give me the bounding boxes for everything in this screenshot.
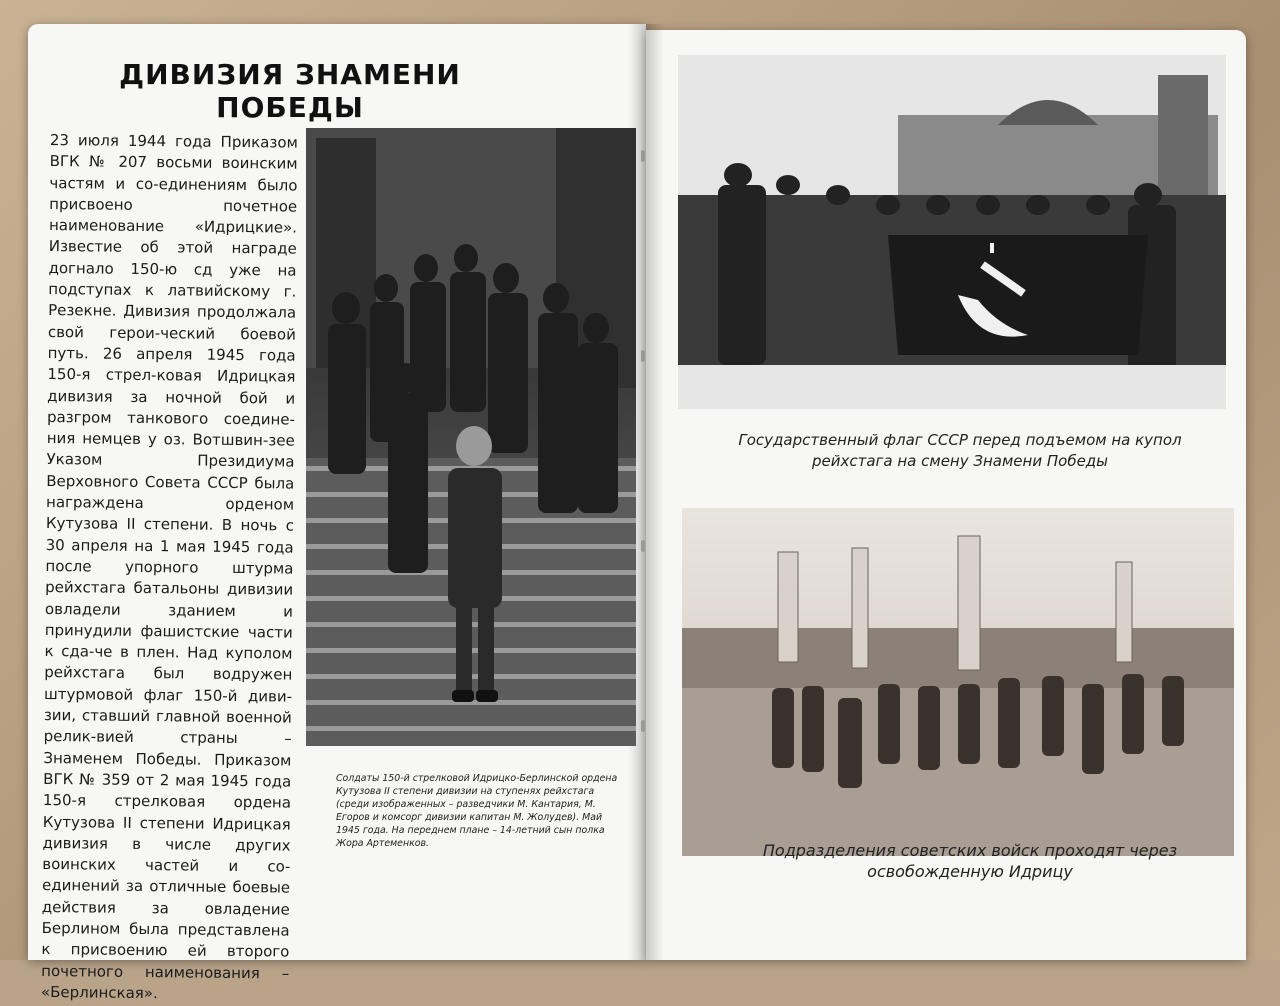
- binding-stitch: [641, 150, 645, 162]
- binding-stitch: [641, 350, 645, 362]
- binding-stitch: [641, 720, 645, 732]
- bottom-photo-caption: Подразделения советских войск проходят через освобожденную Идрицу: [762, 841, 1178, 881]
- left-photo-caption: Солдаты 150-й стрелковой Идрицко-Берлинской ордена Кутузова II степени дивизии на ступенях рейхстага (среди изображенных – разведчики М. Кантария, М. Егоров и комсорг дивизии капитан М. Жолудев). Май 1945 года. На переднем плане – 14-летний сын полка Жора Артеменков.: [336, 773, 618, 849]
- page-title: ДИВИЗИЯ ЗНАМЕНИ ПОБЕДЫ: [119, 58, 461, 124]
- reichstag-steps-photo: [306, 128, 636, 746]
- binding-stitch: [641, 540, 645, 552]
- article-body: 23 июля 1944 года Приказом ВГК № 207 восьми воинским частям и со-единениям было присвоено почетное наименование «Идрицкие». Известие об этой награде догнало 150-ю сд уже на подступах к латвийскому г. Резекне. Дивизия продолжала свой герои-ческий боевой путь. 26 апреля 1945 года 150-я стрел-ковая Идрицкая дивизия за ночной бой и разгром танкового соедине-ния немцев у оз. Вотшвин-зее Указом Президиума Верховного Совета СССР была награждена орденом Кутузова II степени. В ночь с 30 апреля на 1 мая 1945 года после упорного штурма рейхстага батальоны дивизии овладели зданием и принудили фашистские части к сда-че в плен. Над куполом рейхстага был водружен штурмовой флаг 150-й диви-зии, ставший главной военной релик-вией страны – Знаменем Победы. Приказом ВГК № 359 от 2 мая 1945 года 150-я стрелковая ордена Кутузова II степени Идрицкая дивизия в числе других воинских частей и со-единений за отличные боевые действия за овладение Берлином была представлена к присвоению ей второго почетного наименования – «Берлинская».: [40, 130, 298, 1003]
- ussr-flag-photo: [678, 55, 1226, 409]
- idritsa-march-photo: [682, 508, 1234, 856]
- top-photo-caption: Государственный флаг СССР перед подъемом на купол рейхстага на смену Знамени Победы: [738, 431, 1182, 470]
